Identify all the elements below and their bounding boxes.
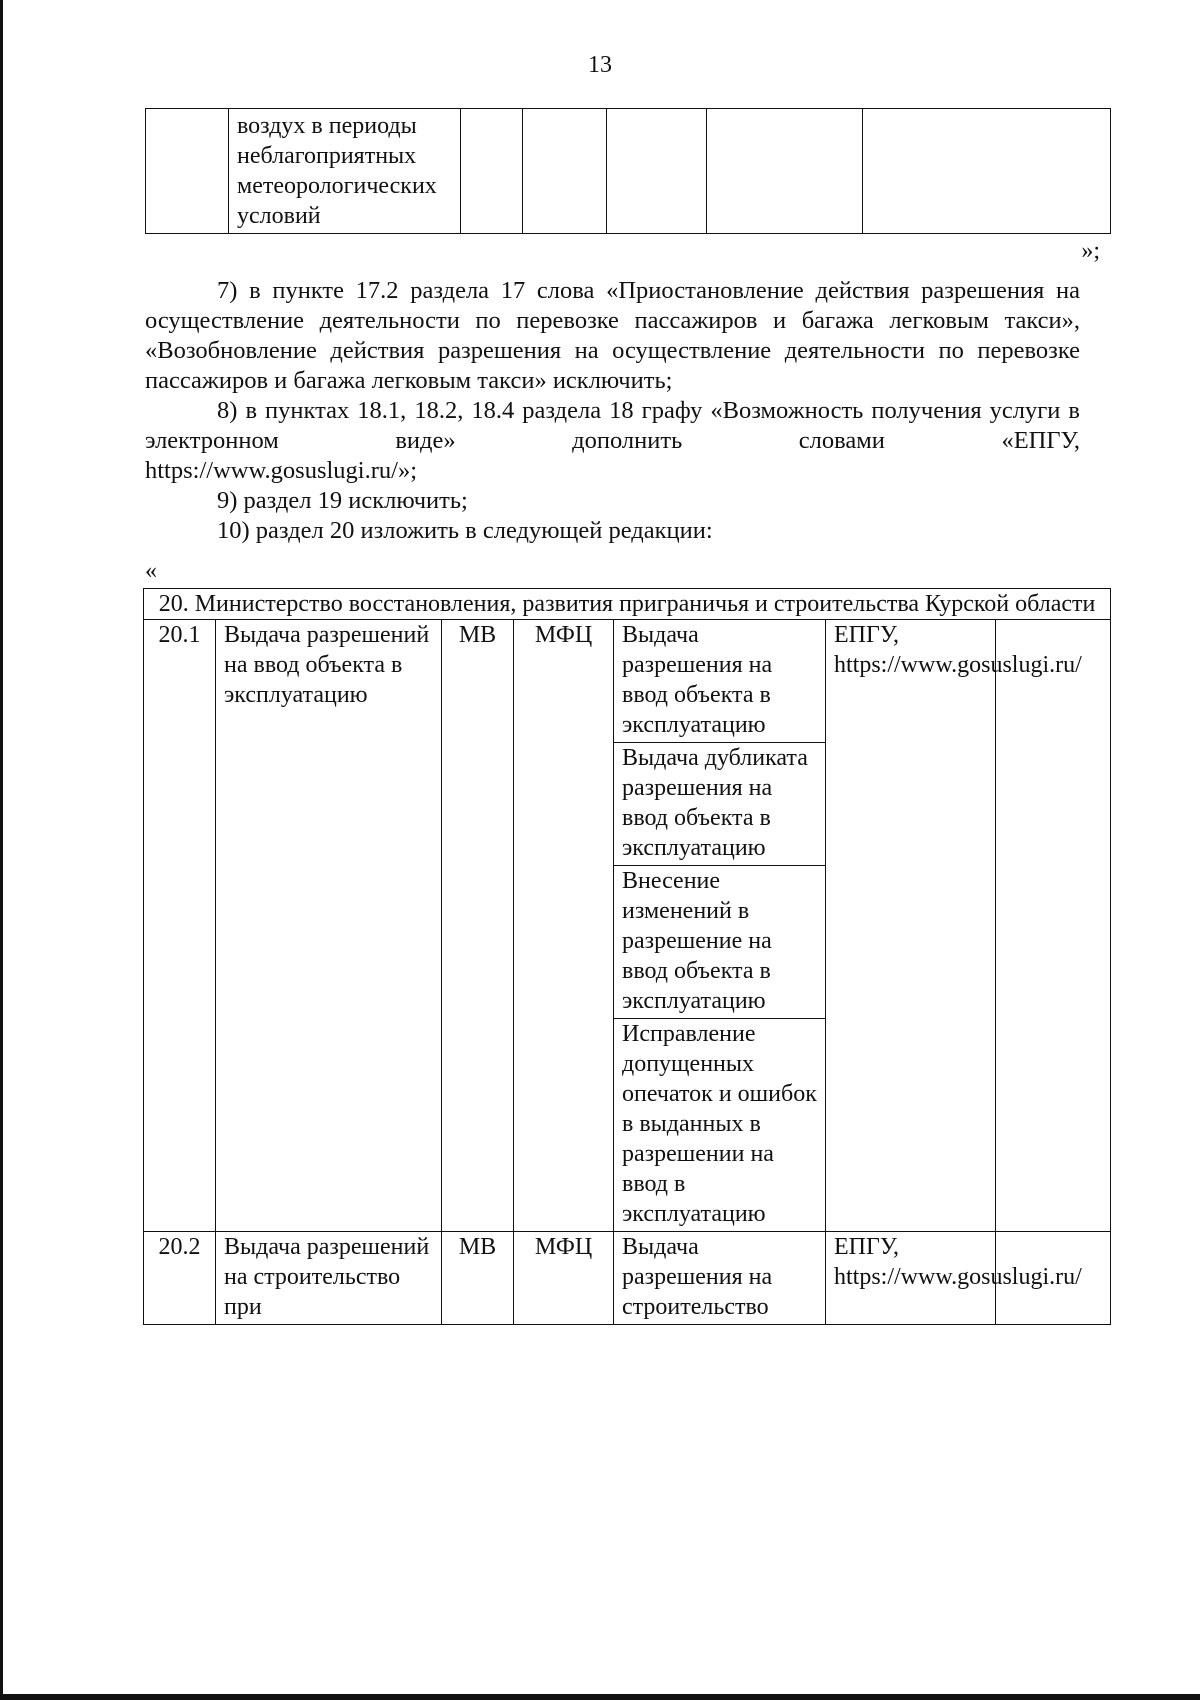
row-number: 20.1 <box>144 620 216 1232</box>
table-cell-empty <box>863 109 1111 234</box>
subservice-item: Исправление допущенных опечаток и ошибок в выданных в разрешении на ввод в эксплуатацию <box>614 1018 825 1231</box>
opening-quote-mark: « <box>145 558 157 584</box>
table-cell-empty <box>146 109 229 234</box>
service-channel: МФЦ <box>514 620 614 1232</box>
service-name: Выдача разрешений на ввод объекта в эксплуатацию <box>216 620 442 1232</box>
table-cell-empty <box>461 109 523 234</box>
paragraph-10: 10) раздел 20 изложить в следующей редакции: <box>217 517 713 544</box>
service-type: МВ <box>442 1232 514 1325</box>
scan-edge-left <box>0 0 3 1700</box>
table-cell-empty <box>996 620 1111 1232</box>
section-header-row <box>144 589 1111 620</box>
table-row <box>144 620 1111 1232</box>
continued-table <box>145 108 1111 234</box>
subservice-item: Выдача разрешения на ввод объекта в эксплуатацию <box>622 622 773 738</box>
subservice-list <box>614 1232 826 1325</box>
table-cell-empty <box>607 109 707 234</box>
portal-info: ЕПГУ, https://www.gosuslugi.ru/ <box>826 620 996 1232</box>
row-number: 20.2 <box>144 1232 216 1325</box>
table-cell-empty <box>523 109 607 234</box>
table-cell-empty <box>707 109 863 234</box>
service-name: Выдача разрешений на строительство при <box>216 1232 442 1325</box>
paragraph-8: 8) в пунктах 18.1, 18.2, 18.4 раздела 18 графу «Возможность получения услуги в электронном виде» дополнить словами «ЕПГУ, <box>145 397 1080 454</box>
paragraph-8-link: https://www.gosuslugi.ru/»; <box>145 457 418 484</box>
table-row <box>146 109 1111 234</box>
subservice-list <box>614 620 826 1232</box>
paragraph-7: 7) в пункте 17.2 раздела 17 слова «Приостановление действия разрешения на осуществление деятельности по перевозке пассажиров и багажа легковым такси», «Возобновление действия разрешения на осуществление деятельности по перевозке пассажиров и багажа легковым такси» исключить; <box>145 277 1080 394</box>
page-number: 13 <box>588 52 612 78</box>
portal-info: ЕПГУ, https://www.gosuslugi.ru/ <box>826 1232 996 1325</box>
table-cell-text: воздух в периоды неблагоприятных метеорологических условий <box>229 109 461 234</box>
subservice-item: Выдача дубликата разрешения на ввод объекта в эксплуатацию <box>614 742 825 865</box>
section-header: 20. Министерство восстановления, развития приграничья и строительства Курской области <box>144 589 1111 620</box>
subservice-item: Выдача разрешения на строительство <box>622 1234 773 1320</box>
paragraph-9: 9) раздел 19 исключить; <box>217 487 468 514</box>
section-20-table <box>143 588 1111 1325</box>
amendment-text <box>145 276 1080 546</box>
service-channel: МФЦ <box>514 1232 614 1325</box>
subservice-item: Внесение изменений в разрешение на ввод объекта в эксплуатацию <box>614 865 825 1018</box>
table-row <box>144 1232 1111 1325</box>
closing-quote-mark: »; <box>1081 238 1100 264</box>
scan-edge-bottom <box>0 1694 1200 1700</box>
service-type: МВ <box>442 620 514 1232</box>
